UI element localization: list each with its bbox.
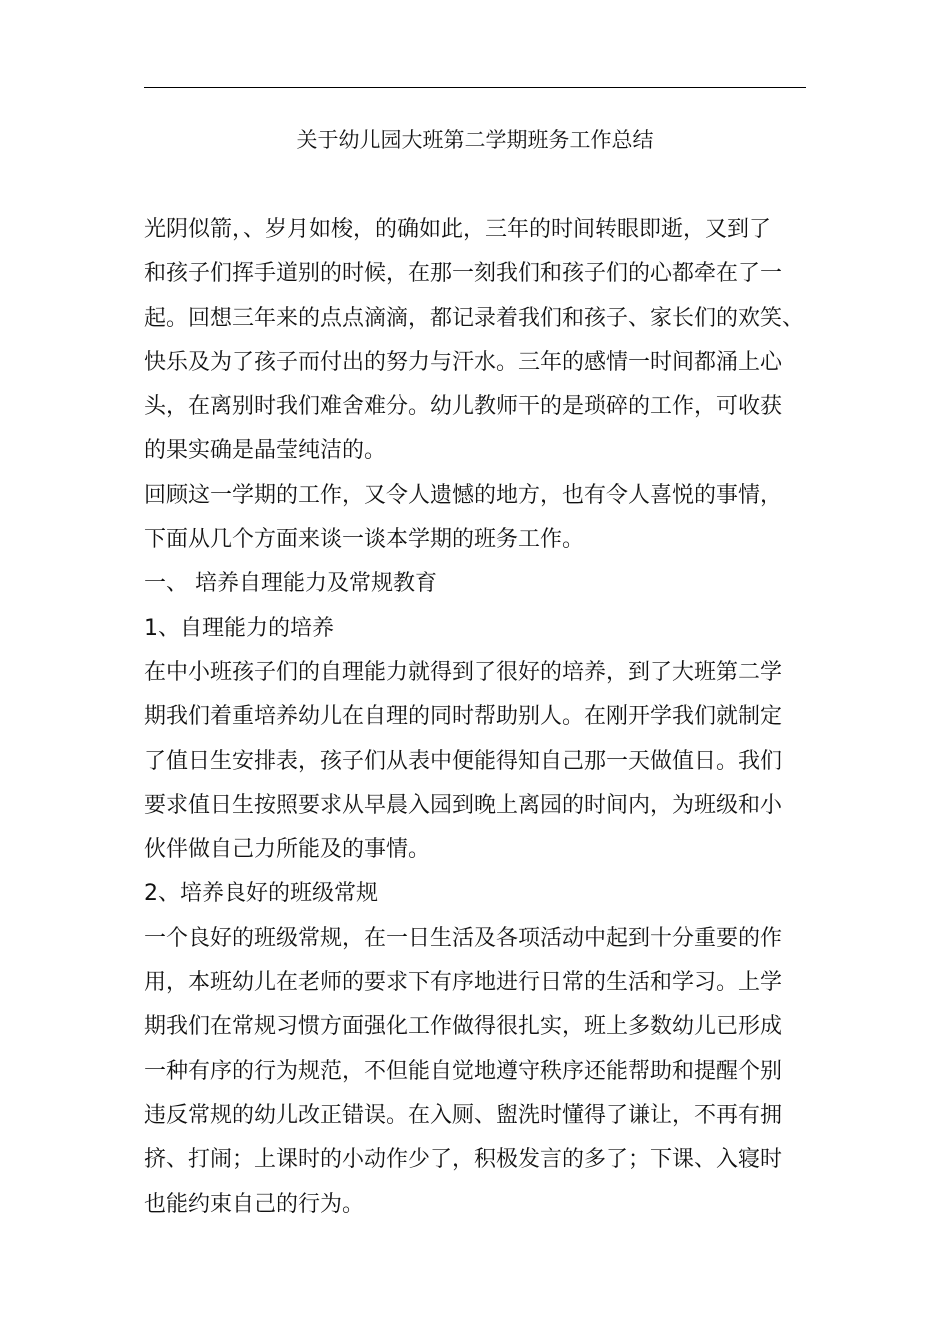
text-line: 的果实确是晶莹纯洁的。 [144, 438, 387, 464]
text-line: 光阴似箭，、岁月如梭，的确如此，三年的时间转眼即逝，又到了 [144, 217, 772, 242]
document-title: 关于幼儿园大班第二学期班务工作总结 [296, 128, 654, 152]
subsection-heading: 2、培养良好的班级常规 [144, 881, 378, 907]
section-heading: 一、 培养自理能力及常规教育 [144, 571, 437, 597]
text-line: 回顾这一学期的工作，又令人遗憾的地方，也有令人喜悦的事情， [144, 482, 783, 508]
text-line: 在中小班孩子们的自理能力就得到了很好的培养，到了大班第二学 [144, 659, 783, 685]
text-line: 头，在离别时我们难舍难分。幼儿教师干的是琐碎的工作，可收获 [144, 394, 783, 420]
text-line: 和孩子们挥手道别的时候，在那一刻我们和孩子们的心都牵在了一 [144, 261, 783, 287]
text-line: 违反常规的幼儿改正错误。在入厕、盥洗时懂得了谦让，不再有拥 [144, 1102, 783, 1128]
text-line: 伙伴做自己力所能及的事情。 [144, 837, 431, 863]
text-line: 也能约束自己的行为。 [144, 1191, 365, 1217]
header-rule [144, 87, 806, 88]
text-line: 一个良好的班级常规，在一日生活及各项活动中起到十分重要的作 [144, 925, 783, 951]
text-line: 用，本班幼儿在老师的要求下有序地进行日常的生活和学习。上学 [144, 970, 783, 996]
text-line: 下面从几个方面来谈一谈本学期的班务工作。 [144, 527, 585, 553]
text-line: 挤、打闹；上课时的小动作少了，积极发言的多了；下课、入寝时 [144, 1147, 783, 1173]
subsection-heading: 1、自理能力的培养 [144, 615, 334, 641]
text-line: 了值日生安排表，孩子们从表中便能得知自己那一天做值日。我们 [144, 748, 783, 774]
document-body [144, 208, 806, 1227]
text-line: 起。回想三年来的点点滴滴，都记录着我们和孩子、家长们的欢笑、 [144, 305, 805, 331]
text-line: 快乐及为了孩子而付出的努力与汗水。三年的感情一时间都涌上心 [144, 349, 783, 375]
text-line: 一种有序的行为规范，不但能自觉地遵守秩序还能帮助和提醒个别 [144, 1058, 783, 1084]
text-line: 要求值日生按照要求从早晨入园到晚上离园的时间内，为班级和小 [144, 792, 783, 818]
text-line: 期我们着重培养幼儿在自理的同时帮助别人。在刚开学我们就制定 [144, 704, 783, 730]
text-line: 期我们在常规习惯方面强化工作做得很扎实，班上多数幼儿已形成 [144, 1014, 783, 1040]
